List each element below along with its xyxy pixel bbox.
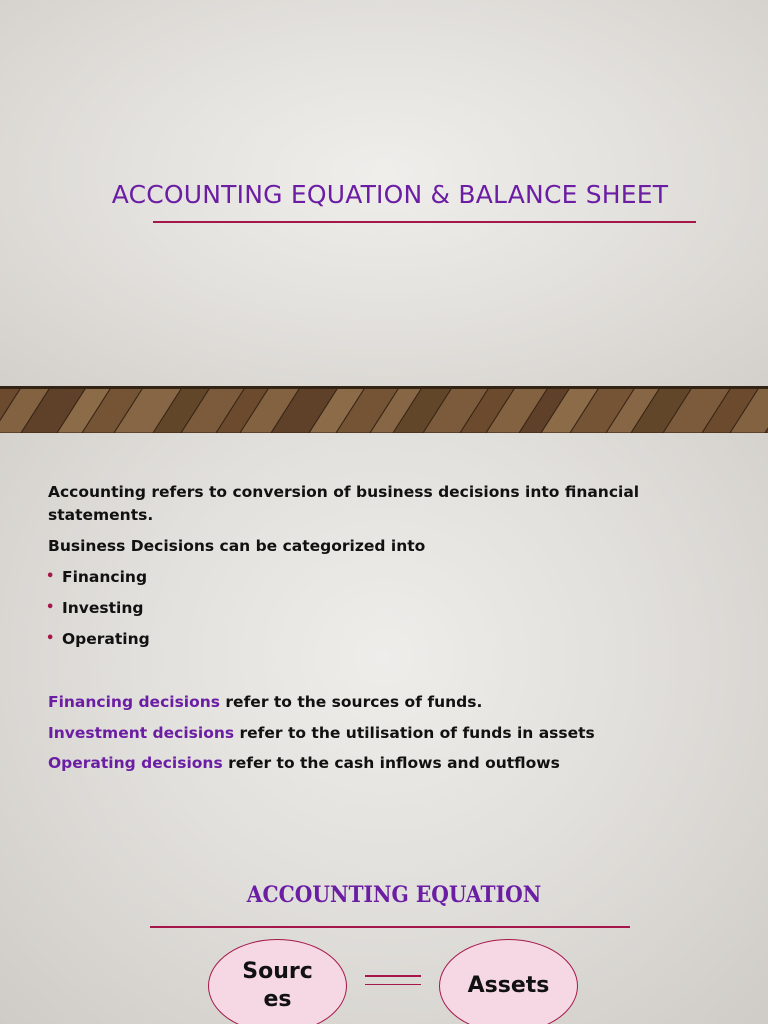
- content-slide: [0, 433, 768, 1024]
- definition-term: Financing decisions: [48, 693, 221, 711]
- definition-term: Operating decisions: [48, 754, 223, 772]
- definition-investment: [48, 722, 595, 745]
- bullet-dot-icon: •: [46, 631, 55, 646]
- definition-text: refer to the cash inflows and outflows: [222, 754, 560, 772]
- assets-oval: Assets: [439, 939, 578, 1024]
- wood-planks-image: [0, 386, 768, 433]
- definition-text: refer to the sources of funds.: [220, 693, 483, 711]
- bullet-operating: Operating: [62, 630, 150, 648]
- bullet-dot-icon: •: [46, 569, 55, 584]
- intro-line-2: statements.: [48, 506, 154, 524]
- title-underline: [153, 221, 696, 223]
- definition-operating: [48, 752, 560, 775]
- definition-text: refer to the utilisation of funds in assets: [234, 724, 595, 742]
- intro-line-1: Accounting refers to conversion of business decisions into financial: [48, 483, 640, 501]
- definition-term: Investment decisions: [48, 724, 235, 742]
- title-slide: [0, 0, 768, 386]
- wood-floor-divider: [0, 386, 768, 433]
- categorized-line: Business Decisions can be categorized into: [48, 537, 426, 555]
- bullet-financing: Financing: [62, 568, 148, 586]
- definition-financing: [48, 691, 482, 714]
- slide-title: ACCOUNTING EQUATION & BALANCE SHEET: [111, 180, 669, 209]
- bullet-investing: Investing: [62, 599, 144, 617]
- sources-oval: Sources: [208, 939, 347, 1024]
- equation-title: ACCOUNTING EQUATION: [246, 882, 542, 908]
- bullet-dot-icon: •: [46, 600, 55, 615]
- equation-underline: [150, 926, 630, 928]
- equals-sign-icon: [365, 975, 421, 987]
